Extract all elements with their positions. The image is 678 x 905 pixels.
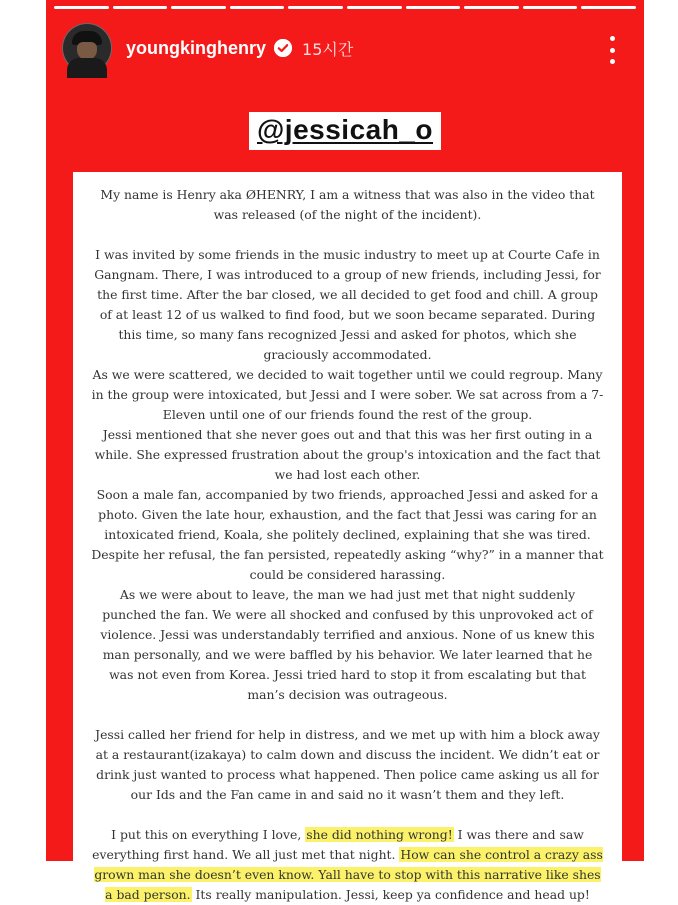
statement-paragraph: Jessi called her friend for help in distress, and we met up with him a block away at a restaurant(izakaya) to calm down and discuss the incident. We didn’t eat or drink just wanted to process what happened. Then police came asking us all for our Ids and the Fan came in and said no it wasn’t them and they left.	[95, 727, 600, 802]
progress-segment	[464, 6, 519, 9]
statement-paragraph: As we were about to leave, the man we had just met that night suddenly punched the fan. We were all shocked and confused by this unprovoked act of violence. Jessi was understandably terrified and anxious. None of us knew this man personally, and we were baffled by his behavior. We later learned that he was not even from Korea. Jessi tried hard to stop it from escalating but that man’s decision was outrageous.	[100, 587, 595, 702]
progress-segment	[523, 6, 578, 9]
avatar[interactable]	[62, 23, 112, 73]
statement-paragraph: As we were scattered, we decided to wait together until we could regroup. Many in the group were intoxicated, but Jessi and I were sober. We sat across from a 7-Eleven until one of our friends found the rest of the group.	[91, 367, 604, 422]
highlighted-text: How can she control a crazy ass grown man she doesn’t even know. Yall have to stop with this narrative like shes a bad person.	[94, 847, 603, 902]
progress-segment	[347, 6, 402, 9]
highlighted-text: she did nothing wrong!	[306, 827, 453, 842]
statement-text: I put this on everything I love,	[111, 827, 306, 842]
mention-text[interactable]: @jessicah_o	[249, 112, 441, 150]
progress-segment	[230, 6, 285, 9]
progress-segment	[113, 6, 168, 9]
statement-card	[73, 172, 622, 902]
avatar-body	[67, 58, 107, 78]
story-view[interactable]	[46, 0, 644, 902]
statement-text: Its really manipulation. Jessi, keep ya confidence and head up!	[191, 887, 590, 902]
statement-paragraph: My name is Henry aka ØHENRY, I am a witness that was also in the video that was released (of the night of the incident).	[100, 187, 595, 222]
statement-text: I was there and saw everything first hand. We all just met that night.	[92, 827, 584, 862]
statement-paragraph: Jessi mentioned that she never goes out and that this was her first outing in a while. She expressed frustration about the group's intoxication and the fact that we had lost each other.	[94, 427, 601, 482]
verified-badge-icon	[274, 39, 292, 57]
post-time: 15시간	[302, 39, 354, 59]
username-link[interactable]: youngkinghenry	[126, 37, 267, 58]
statement-paragraph	[91, 825, 604, 905]
story-progress-bar	[54, 6, 636, 9]
statement-paragraph: I was invited by some friends in the music industry to meet up at Courte Cafe in Gangnam. There, I was introduced to a group of new friends, including Jessi, for the first time. After the bar closed, we all decided to get food and chill. A group of at least 12 of us walked to find food, but we soon became separated. During this time, so many fans recognized Jessi and asked for photos, which she graciously accommodated.	[94, 247, 601, 362]
progress-segment	[288, 6, 343, 9]
progress-segment	[54, 6, 109, 9]
progress-segment	[581, 6, 636, 9]
progress-segment	[406, 6, 461, 9]
progress-segment	[171, 6, 226, 9]
more-vertical-icon[interactable]	[602, 36, 622, 64]
story-header	[46, 20, 644, 76]
mention-sticker[interactable]	[46, 112, 644, 150]
statement-paragraph: Soon a male fan, accompanied by two friends, approached Jessi and asked for a photo. Given the late hour, exhaustion, and the fact that Jessi was caring for an intoxicated friend, Koala, she politely declined, explaining that she was tired. Despite her refusal, the fan persisted, repeatedly asking “why?” in a manner that could be considered harassing.	[91, 487, 604, 582]
